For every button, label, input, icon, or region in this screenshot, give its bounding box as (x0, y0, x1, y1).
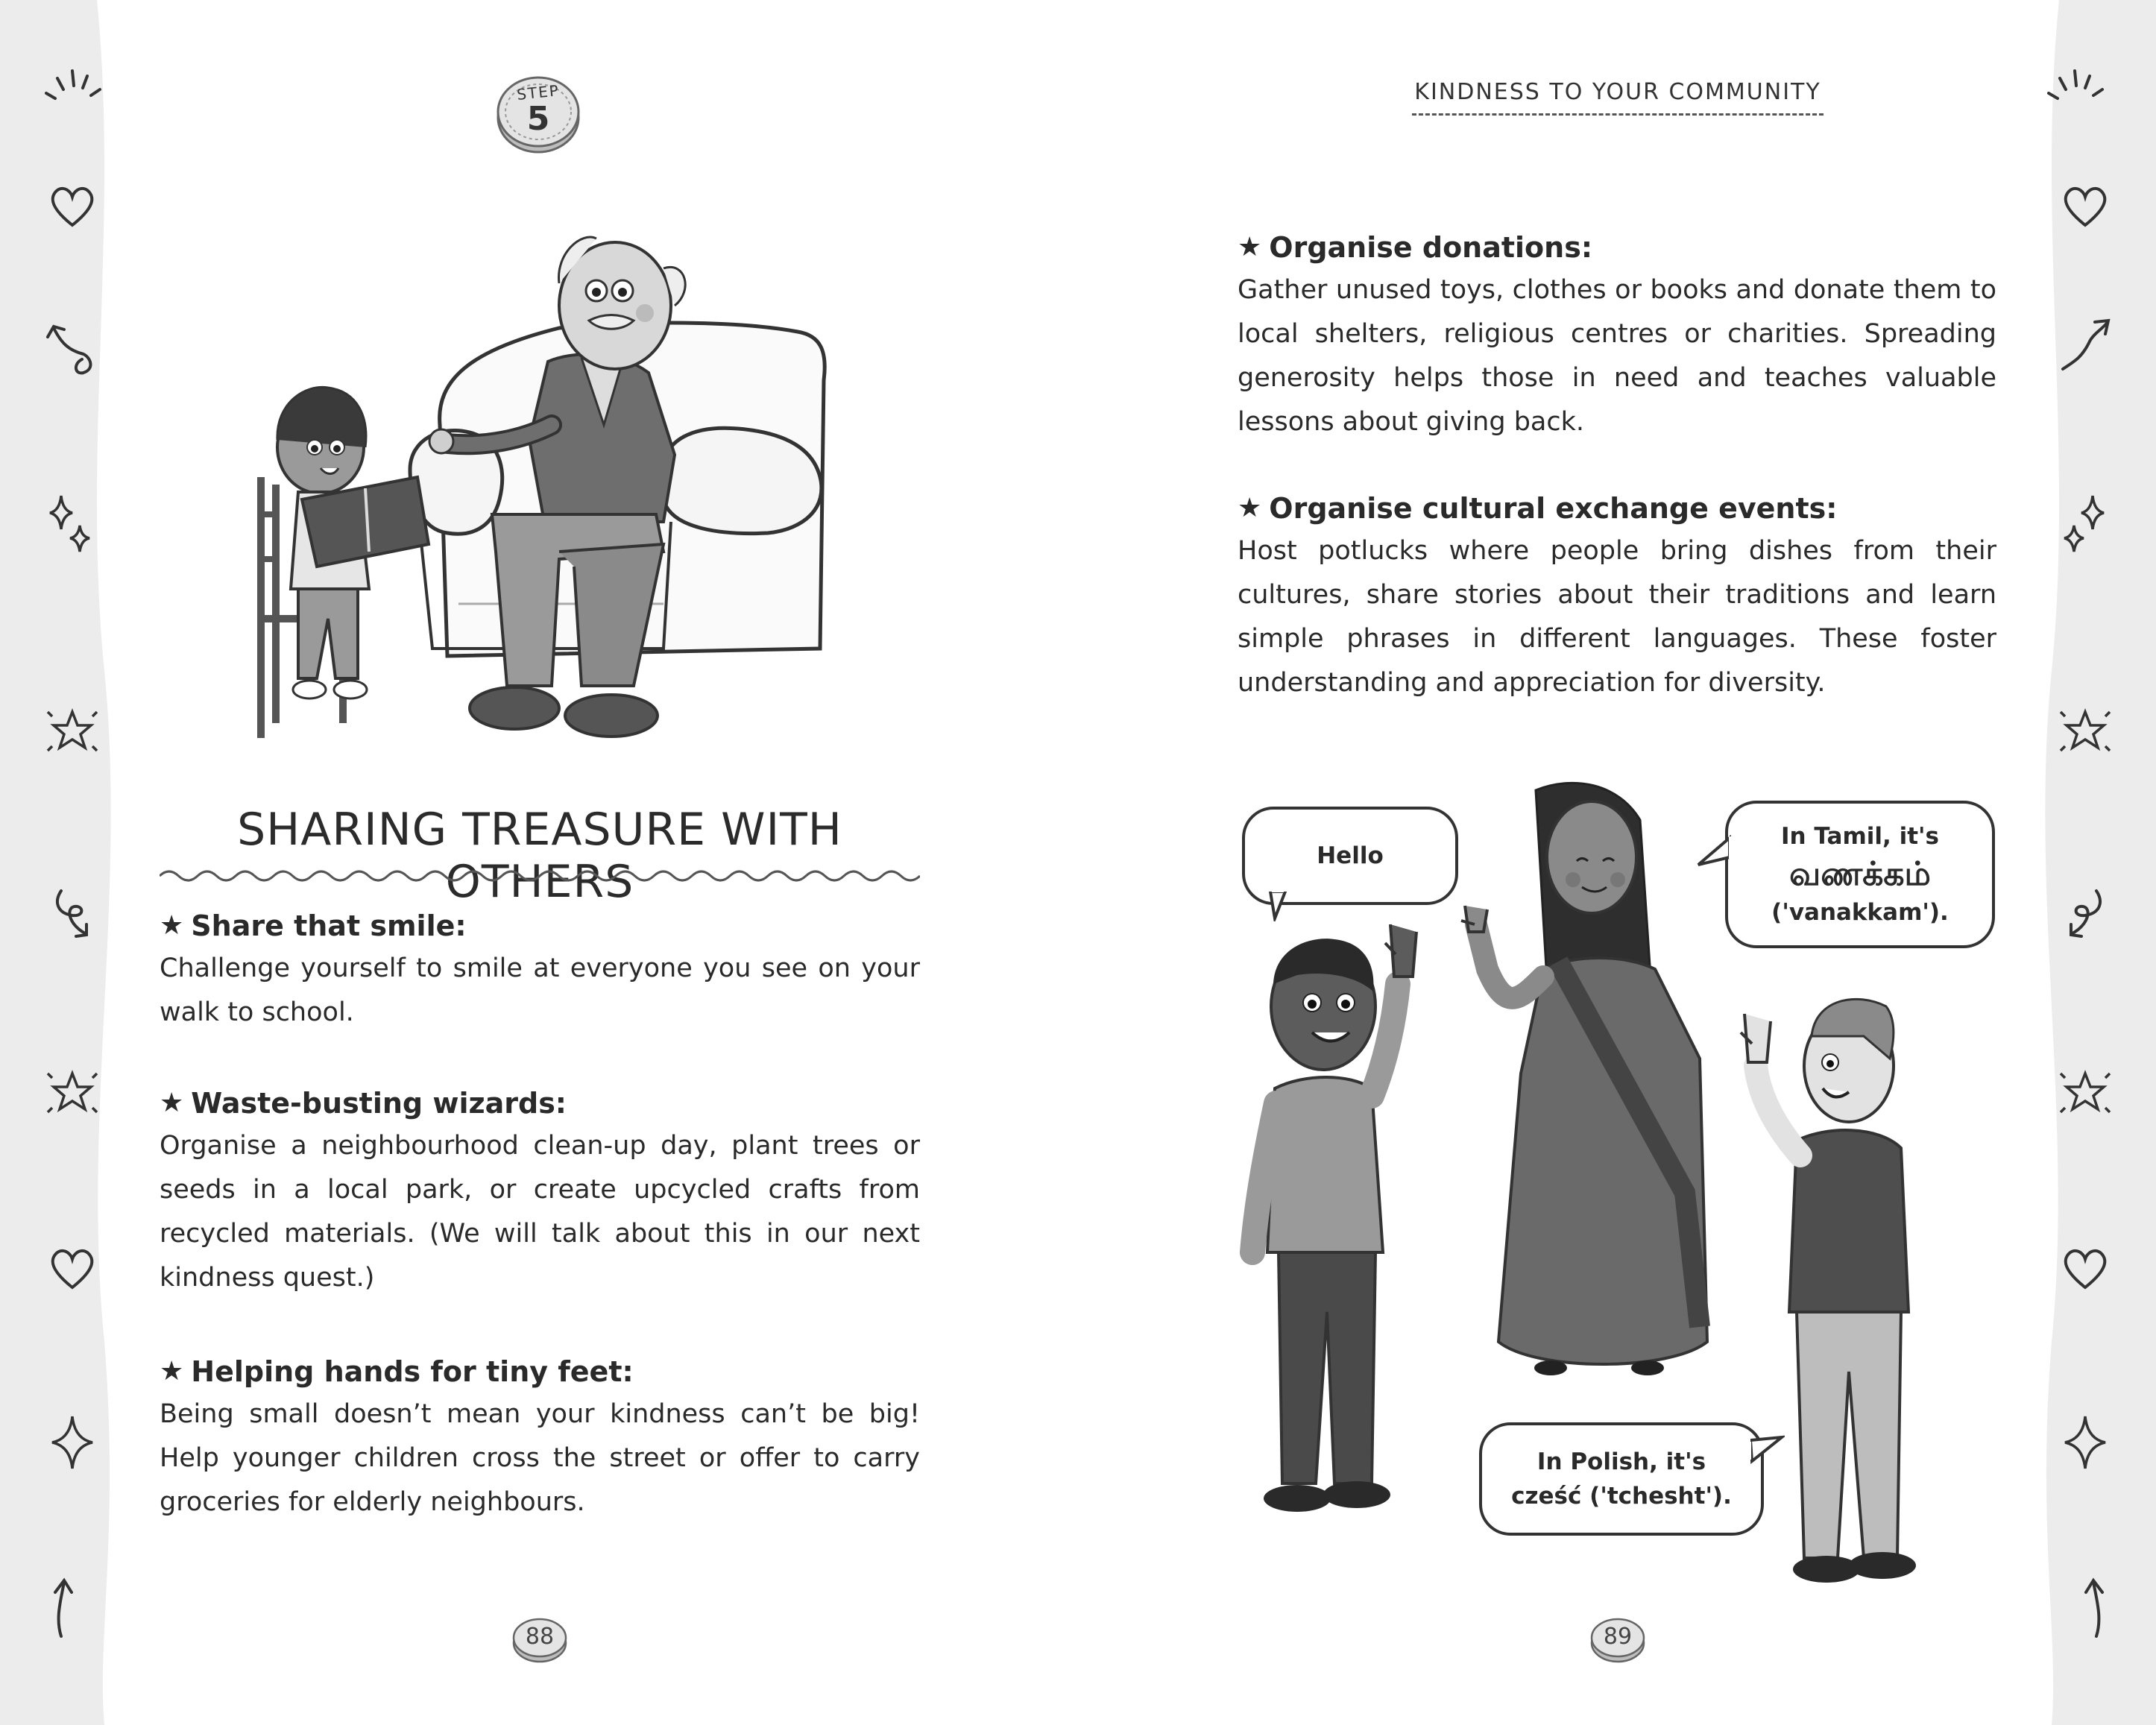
title-squiggle-underline (160, 865, 920, 887)
item-heading: Share that smile: (191, 909, 467, 942)
page-number: 88 (525, 1624, 555, 1650)
arrow-icon (2052, 1573, 2119, 1640)
bubble-tail (1750, 1434, 1785, 1469)
speech-bubble-tamil (1725, 801, 1995, 948)
swirl-arrow-icon (39, 313, 106, 380)
star-icon: ★ (160, 1356, 184, 1387)
step-badge (495, 72, 581, 155)
bubble-text-line2: cześć ('tchesht'). (1511, 1483, 1732, 1510)
running-head-rule (1412, 113, 1824, 116)
bubble-text-line1: In Tamil, it's (1781, 823, 1939, 850)
sparkle-lines-icon (39, 52, 106, 119)
sparkle-lines-icon (2041, 52, 2108, 119)
page-number: 89 (1603, 1624, 1633, 1650)
item-heading: Organise cultural exchange events: (1269, 492, 1838, 525)
swirl-arrow-icon (39, 880, 106, 947)
star-icon: ★ (160, 1088, 184, 1118)
running-head: KINDNESS TO YOUR COMMUNITY (1414, 79, 1821, 105)
item-body: Gather unused toys, clothes or books and donate them to local shelters, religious centres or charities. Spreading generosity helps those in need and teaches valuable lessons about giving back. (1238, 275, 1996, 437)
grandfather-reading-illustration (246, 201, 842, 738)
speech-bubble-polish (1479, 1422, 1764, 1536)
right-item-donations (1238, 227, 1996, 444)
item-heading: Organise donations: (1269, 231, 1593, 264)
section-title: SHARING TREASURE WITH OTHERS (237, 804, 842, 908)
item-heading: Waste-busting wizards: (191, 1087, 567, 1120)
item-heading: Helping hands for tiny feet: (191, 1355, 634, 1388)
page-number-badge-right (1589, 1613, 1646, 1664)
step-label: STEP (516, 81, 561, 104)
left-item-waste-busting (160, 1082, 920, 1300)
bubble-tail (1695, 835, 1733, 872)
swirl-arrow-icon (2052, 313, 2119, 380)
left-item-helping-hands (160, 1351, 920, 1524)
item-body: Being small doesn’t mean your kindness can’t be big! Help younger children cross the street or offer to carry groceries for elderly neighbours. (160, 1399, 920, 1517)
heart-icon (39, 171, 106, 239)
star-outline-icon (39, 1059, 106, 1126)
item-body: Organise a neighbourhood clean-up day, plant trees or seeds in a local park, or create upcycled crafts from recycled materials. (We will talk about this in our next kindness quest.) (160, 1131, 920, 1293)
item-body: Challenge yourself to smile at everyone you see on your walk to school. (160, 953, 920, 1027)
step-number: 5 (526, 100, 550, 138)
right-item-cultural-exchange (1238, 488, 1996, 705)
heart-icon (2052, 171, 2119, 239)
star-outline-icon (39, 697, 106, 764)
left-item-share-smile (160, 905, 920, 1035)
heart-icon (2052, 1234, 2119, 1301)
page-number-badge-left (511, 1613, 568, 1664)
bubble-tail (1267, 892, 1297, 921)
heart-icon (39, 1234, 106, 1301)
bubble-text-line3: ('vanakkam'). (1771, 899, 1949, 926)
speech-bubble-hello (1242, 807, 1458, 905)
swirl-arrow-icon (2052, 880, 2119, 947)
bubble-text-line1: In Polish, it's (1536, 1448, 1706, 1475)
sparkle-icon (39, 492, 106, 559)
star-icon: ★ (1238, 232, 1262, 262)
star-outline-icon (2052, 1059, 2119, 1126)
star-icon: ★ (160, 910, 184, 941)
sparkle-icon (2052, 492, 2119, 559)
arrow-icon (39, 1573, 106, 1640)
item-body: Host potlucks where people bring dishes from their cultures, share stories about their traditions and learn simple phrases in different languages. These foster understanding and appreciation for diversity. (1238, 536, 1996, 698)
bubble-text: Hello (1317, 842, 1384, 869)
sparkle-icon (39, 1409, 106, 1476)
sparkle-icon (2052, 1409, 2119, 1476)
star-outline-icon (2052, 697, 2119, 764)
star-icon: ★ (1238, 493, 1262, 523)
bubble-tamil-word: வணக்கம் (1789, 855, 1931, 893)
